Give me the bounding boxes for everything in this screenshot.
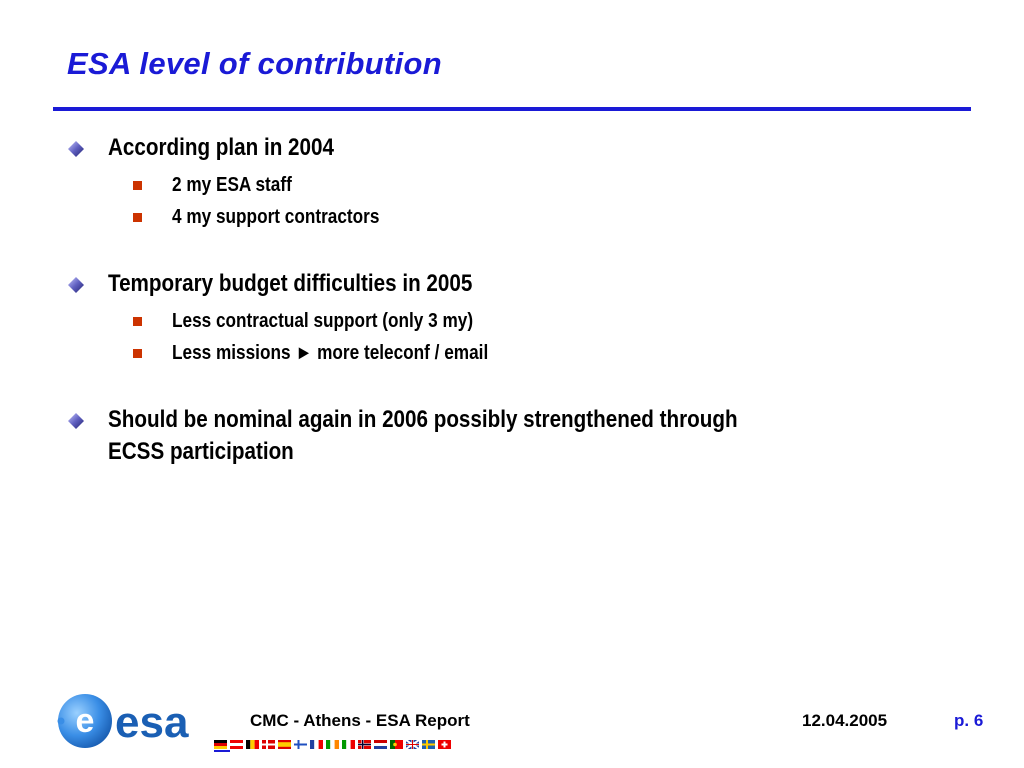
flag-icon: [390, 740, 403, 749]
flag-icon: [422, 740, 435, 749]
bullet-1-sub-1: 2 my ESA staff: [172, 174, 292, 196]
bullet-1-text: According plan in 2004: [108, 134, 334, 161]
square-bullet-icon: [133, 349, 142, 358]
flag-icon: [278, 740, 291, 749]
svg-text:e: e: [75, 702, 95, 740]
bullet-1-sub-2: 4 my support contractors: [172, 206, 380, 228]
bullet-3-text: Should be nominal again in 2006 possibly strengthened through: [108, 406, 738, 433]
diamond-bullet-icon: [68, 141, 84, 157]
flag-icon: [262, 740, 275, 749]
bullet-3-text-line2: ECSS participation: [108, 438, 294, 465]
square-bullet-icon: [133, 213, 142, 222]
flag-icon: [230, 740, 243, 749]
diamond-bullet-icon: [68, 277, 84, 293]
diamond-bullet-icon: [68, 413, 84, 429]
square-bullet-icon: [133, 317, 142, 326]
flag-icon: [294, 740, 307, 749]
flag-icon: [342, 740, 355, 749]
esa-logo-icon: [55, 692, 215, 750]
flag-icon: [310, 740, 323, 749]
page-number: p. 6: [954, 711, 984, 730]
flag-icon: [406, 740, 419, 749]
bullet-2-sub-2: Less missions ► more teleconf / email: [172, 342, 489, 364]
logo-wordmark: esa: [115, 698, 189, 747]
flag-icon: [214, 740, 227, 749]
flag-icon: [326, 740, 339, 749]
slide-title: ESA level of contribution: [67, 46, 442, 81]
bullet-2-sub-1: Less contractual support (only 3 my): [172, 310, 474, 332]
square-bullet-icon: [133, 181, 142, 190]
member-flags: [214, 740, 451, 750]
bullet-2-text: Temporary budget difficulties in 2005: [108, 270, 473, 297]
flag-icon: [358, 740, 371, 749]
footer-date: 12.04.2005: [802, 711, 888, 730]
footer-title: CMC - Athens - ESA Report: [250, 711, 470, 730]
flag-underline: [214, 750, 230, 752]
flag-icon: [438, 740, 451, 749]
flag-icon: [374, 740, 387, 749]
flag-icon: [246, 740, 259, 749]
